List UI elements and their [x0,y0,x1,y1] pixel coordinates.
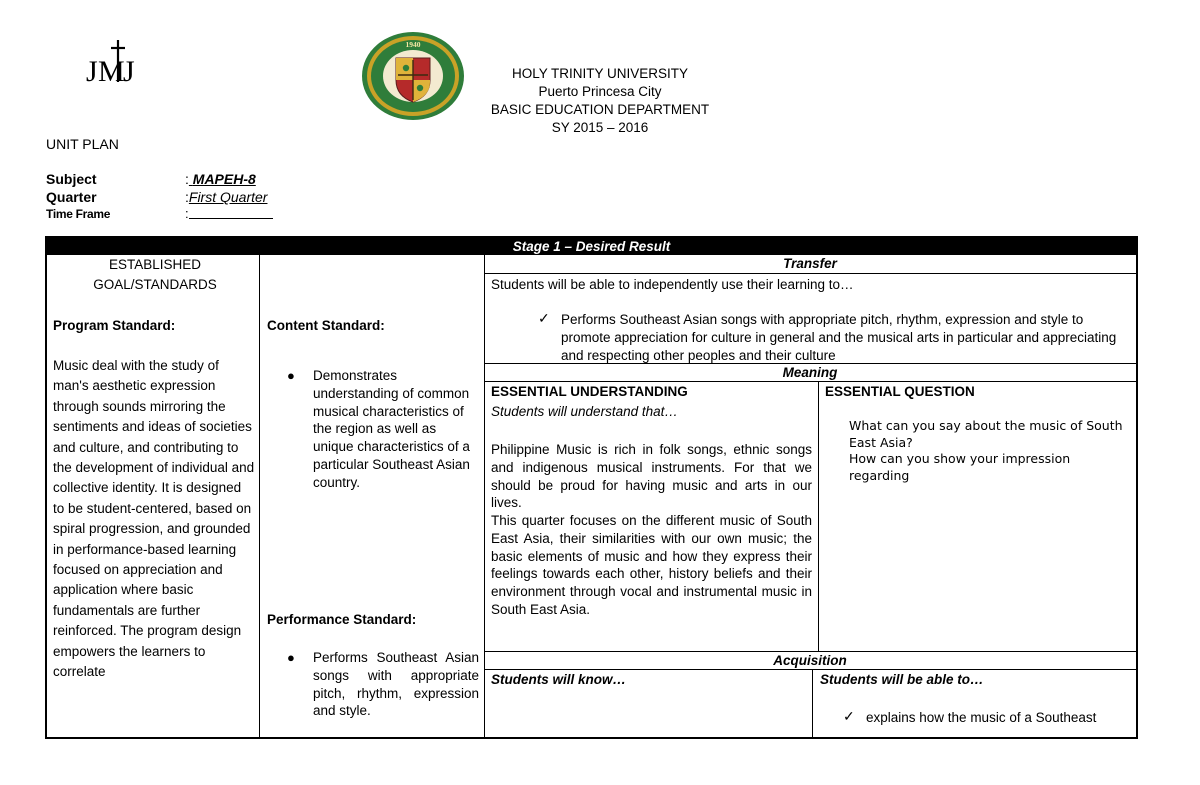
svg-text:J: J [86,55,98,88]
department-name: BASIC EDUCATION DEPARTMENT [490,102,710,117]
performance-standard-label: Performance Standard: [267,612,417,627]
students-will-be-able-title: Students will be able to… [820,672,984,687]
check-icon: ✓ [843,708,855,724]
students-will-be-able-item: explains how the music of a Southeast [866,710,1097,725]
essential-question-title: ESSENTIAL QUESTION [825,384,975,399]
subject-value: : MAPEH-8 [185,171,256,187]
subject-label: Subject [46,171,97,187]
school-year: SY 2015 – 2016 [551,120,649,135]
university-heading [430,65,770,137]
timeframe-value: : [185,206,273,221]
program-standard-text: Music deal with the study of man's aesthetic expression through sounds mirroring the sentiments and ideas of societies and culture, and contributing to the development of individual and collective identity. It is designed to be student-centered, based on spiral progression, and grounded in performance-based learning focused on appreciation and application where basic fundamentals are further reinforced. The program design empowers the learners to correlate [53,358,255,680]
essential-understanding-title: ESSENTIAL UNDERSTANDING [491,384,688,399]
university-name: HOLY TRINITY UNIVERSITY [511,66,689,81]
divider [484,669,1136,670]
divider [484,651,1136,652]
essential-question-1: What can you say about the music of South East Asia? [849,418,1123,450]
students-will-know-title: Students will know… [491,672,627,687]
divider [812,669,813,737]
performance-standard-item: ● Performs Southeast Asian songs with appropriate pitch, rhythm, expression and style. [287,650,479,719]
svg-text:J: J [123,55,135,88]
page-title: UNIT PLAN [46,136,119,152]
content-standard-item: ● Demonstrates understanding of common musical characteristics of the region as well as unique characteristics of a particular Southeast Asian country. [287,368,470,490]
timeframe-label: Time Frame [46,207,111,221]
university-city: Puerto Princesa City [538,84,662,99]
essential-understanding-sub: Students will understand that… [491,404,678,419]
quarter-value: :First Quarter [185,189,268,205]
divider [818,381,819,651]
essential-question-2: How can you show your impression regarding [849,451,1071,483]
meaning-title: Meaning [782,365,838,380]
svg-text:1940: 1940 [405,40,421,49]
transfer-item: Performs Southeast Asian songs with appropriate pitch, rhythm, expression and style to promote appreciation for culture in general and the musical arts in particular and appreciating and respecting other peoples and their culture [561,312,1117,363]
svg-text:M: M [98,55,125,88]
content-standard-label: Content Standard: [267,318,385,333]
divider [259,255,260,737]
essential-understanding-p2: This quarter focuses on the different music of South East Asia, their similarities with our own music; the basic elements of music and how they express their feelings towards each other, history beliefs and their environment through vocal and instrumental music in South East Asia. [491,513,812,617]
essential-understanding-p1: Philippine Music is rich in folk songs, ethnic songs and indigenous musical instruments. For that we should be proud for having music and arts in our lives. [491,442,812,511]
acquisition-title: Acquisition [773,653,847,668]
established-goals-heading: ESTABLISHED GOAL/STANDARDS [93,257,217,293]
jmj-logo [84,36,144,92]
stage-title: Stage 1 – Desired Result [47,238,1136,255]
program-standard-label: Program Standard: [53,318,176,333]
divider [484,381,1136,382]
check-icon: ✓ [538,310,550,326]
quarter-label: Quarter [46,189,97,205]
divider [484,273,1136,274]
transfer-title: Transfer [783,256,837,271]
transfer-intro: Students will be able to independently use their learning to… [491,277,854,292]
